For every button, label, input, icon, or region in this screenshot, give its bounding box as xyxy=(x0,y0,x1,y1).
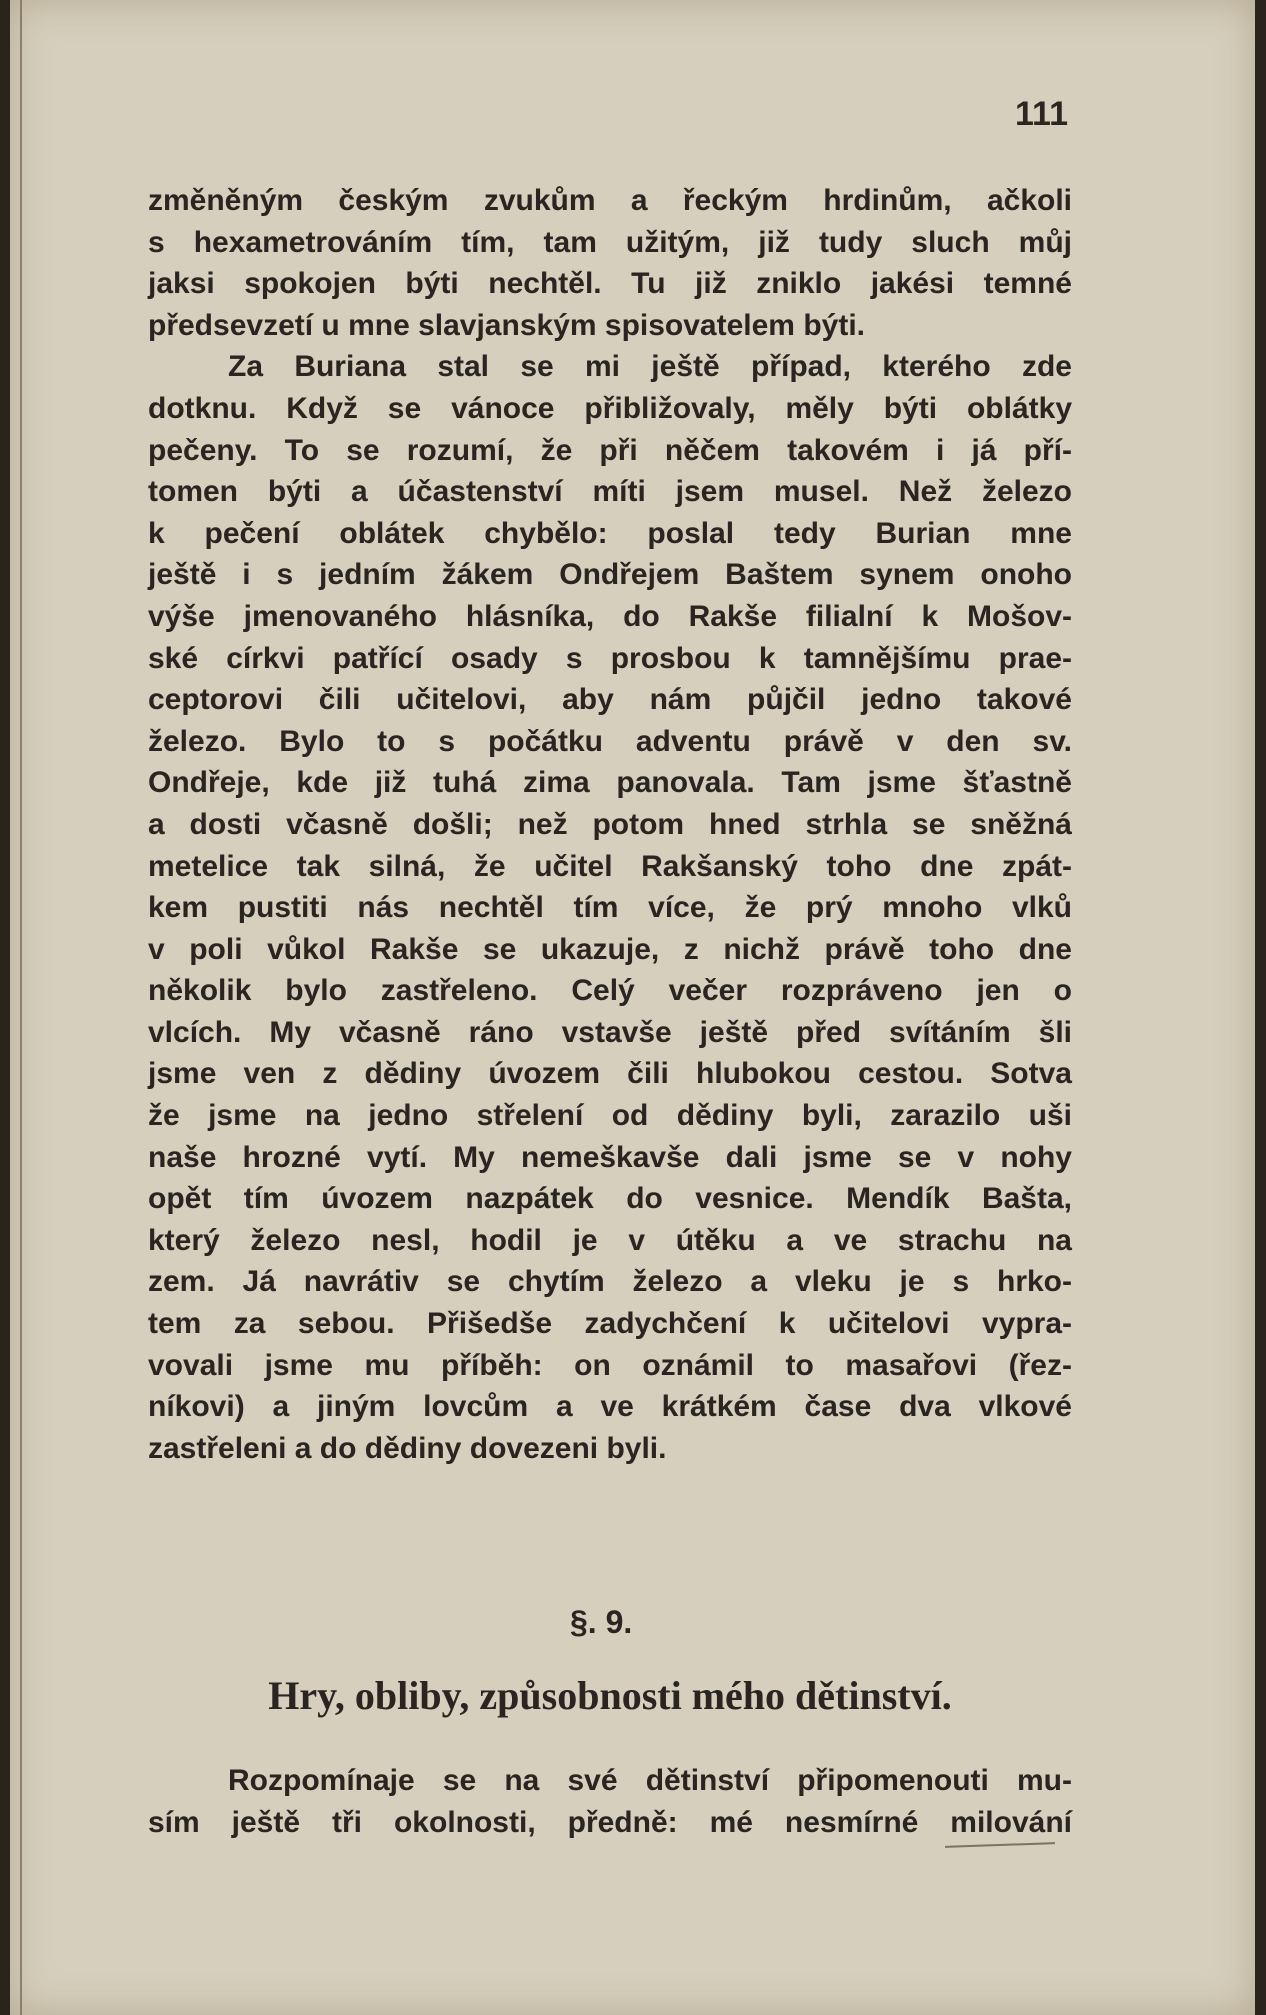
section-title: Hry, obliby, způsobnosti mého dětinství. xyxy=(268,1673,952,1718)
text-line: předsevzetí u mne slavjanským spisovatelem býti. xyxy=(148,308,865,342)
text-line: níkovi) a jiným lovcům a ve krátkém čase dva vlkové xyxy=(148,1390,1072,1424)
text-line: jaksi spokojen býti nechtěl. Tu již zniklo jakési temné xyxy=(148,267,1072,301)
text-line: pečeny. To se rozumí, že při něčem takovém i já pří- xyxy=(148,433,1072,467)
text-line: změněným českým zvukům a řeckým hrdinům, ačkoli xyxy=(148,184,1072,217)
text-line: že jsme na jedno střelení od dědiny byli, zarazilo uši xyxy=(148,1099,1072,1133)
text-line: a dosti včasně došli; než potom hned strhla se sněžná xyxy=(148,807,1072,841)
text-line: který železo nesl, hodil je v útěku a ve strachu na xyxy=(148,1223,1072,1257)
text-line: několik bylo zastřeleno. Celý večer rozpráveno jen o xyxy=(148,974,1072,1008)
text-line: opět tím úvozem nazpátek do vesnice. Mendík Bašta, xyxy=(148,1182,1072,1216)
text-line: tomen býti a účastenství míti jsem musel. Než železo xyxy=(148,475,1072,509)
text-line: železo. Bylo to s počátku adventu právě v den sv. xyxy=(148,724,1072,758)
section-number: §. 9. xyxy=(570,1604,633,1640)
main-paragraph xyxy=(148,180,1072,1469)
text-line: jsme ven z dědiny úvozem čili hlubokou cestou. Sotva xyxy=(148,1057,1072,1091)
text-line: ještě i s jedním žákem Ondřejem Baštem synem onoho xyxy=(148,558,1072,592)
text-line: ské církvi patřící osady s prosbou k tamnějšímu prae- xyxy=(148,641,1072,675)
page-binding-edge xyxy=(20,0,22,2015)
text-line: zem. Já navrátiv se chytím železo a vleku je s hrko- xyxy=(148,1265,1072,1299)
text-line: dotknu. Když se vánoce přibližovaly, měly býti oblátky xyxy=(148,391,1072,425)
text-line: naše hrozné vytí. My nemeškavše dali jsme se v nohy xyxy=(148,1140,1072,1174)
page-number: 111 xyxy=(1015,95,1068,133)
text-line: k pečení oblátek chybělo: poslal tedy Burian mne xyxy=(148,516,1072,550)
text-line: kem pustiti nás nechtěl tím více, že prý mnoho vlků xyxy=(148,891,1072,925)
text-line: metelice tak silná, že učitel Rakšanský toho dne zpát- xyxy=(148,849,1072,883)
text-line: vlcích. My včasně ráno vstavše ještě před svítáním šli xyxy=(148,1015,1072,1049)
text-line: vovali jsme mu příběh: on oznámil to masařovi (řez- xyxy=(148,1348,1072,1382)
book-page xyxy=(10,0,1255,2015)
text-line: s hexametrováním tím, tam užitým, již tudy sluch můj xyxy=(148,225,1072,259)
text-line: ceptorovi čili učitelovi, aby nám půjčil jedno takové xyxy=(148,683,1072,717)
text-line: výše jmenovaného hlásníka, do Rakše filialní k Mošov- xyxy=(148,599,1072,633)
text-line: Ondřeje, kde již tuhá zima panovala. Tam jsme šťastně xyxy=(148,766,1072,800)
text-line: Za Buriana stal se mi ještě případ, kterého zde xyxy=(228,350,1072,384)
text-line: zastřeleni a do dědiny dovezeni byli. xyxy=(148,1431,667,1465)
text-line: sím ještě tři okolnosti, předně: mé nesmírné milování xyxy=(148,1805,1072,1839)
text-line: Rozpomínaje se na své dětinství připomenouti mu- xyxy=(228,1764,1072,1797)
section-paragraph xyxy=(148,1760,1072,1843)
text-line: tem za sebou. Přišedše zadychčení k učitelovi vypra- xyxy=(148,1307,1072,1341)
text-line: v poli vůkol Rakše se ukazuje, z nichž právě toho dne xyxy=(148,932,1072,966)
